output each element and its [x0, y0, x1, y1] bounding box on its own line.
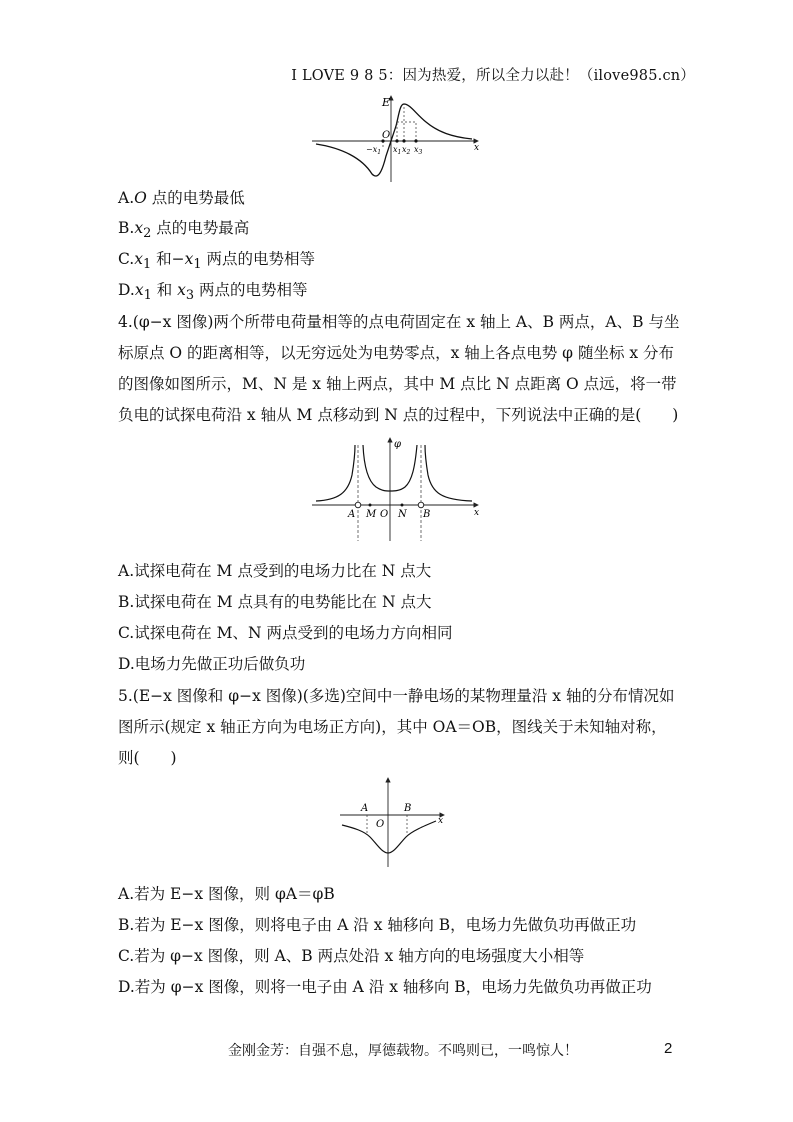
page-footer: 金刚金芳：自强不息，厚德载物。不鸣则已，一鸣惊人！ — [228, 1043, 578, 1059]
charge-a — [355, 502, 361, 508]
q4-option-d[interactable]: D.电场力先做正功后做负功 — [118, 655, 306, 673]
point-n — [401, 504, 404, 507]
e-label: E — [382, 96, 391, 109]
phi-curve-right — [425, 445, 472, 501]
q5-option-a[interactable]: A.若为 E−x 图像，则 φA＝φB — [118, 885, 335, 903]
phi-label: φ — [394, 439, 402, 450]
symmetric-curve — [342, 821, 436, 853]
page-header: I LOVE 9 8 5：因为热爱，所以全力以赴！（ilove985.cn） — [291, 68, 695, 84]
neg-x1-label: −x — [366, 145, 378, 154]
svg-text:x3: $x_3$ — [414, 145, 423, 156]
charge-b — [418, 502, 424, 508]
q3-option-c[interactable]: $C.x_1$ 和$-x_1$ 两点的电势相等 — [118, 250, 316, 273]
x-label: x — [438, 816, 444, 826]
label-n: N — [398, 509, 407, 520]
phi-curve-left — [316, 445, 355, 501]
x2-label: x — [402, 145, 407, 154]
q3-option-a[interactable]: A.O 点的电势最低 — [118, 189, 245, 207]
q4-text-line: 负电的试探电荷沿 x 轴从 M 点移动到 N 点的过程中，下列说法中正确的是( ) — [118, 406, 679, 424]
q5-option-b[interactable]: B.若为 E−x 图像，则将电子由 A 沿 x 轴移向 B，电场力先做负功再做正功 — [118, 916, 637, 934]
q4-option-b[interactable]: B.试探电荷在 M 点具有的电势能比在 N 点大 — [118, 593, 432, 611]
point-m — [369, 504, 372, 507]
point — [395, 139, 398, 142]
label-m: M — [366, 509, 377, 520]
x1-label: x — [393, 145, 398, 154]
q4-text-line: 4.(φ−x 图像)两个所带电荷量相等的点电荷固定在 x 轴上 A、B 两点，A、B 与坐 — [118, 313, 680, 331]
point — [414, 139, 417, 142]
q5-text-line: 图所示(规定 x 轴正方向为电场正方向)，其中 OA＝OB，图线关于未知轴对称， — [118, 718, 667, 736]
figure-e-x-graph — [312, 92, 484, 184]
x-label: x — [474, 508, 480, 518]
x3-label: x — [414, 145, 419, 154]
point — [402, 139, 405, 142]
q4-option-a[interactable]: A.试探电荷在 M 点受到的电场力比在 N 点大 — [118, 562, 432, 580]
label-b: B — [404, 803, 412, 814]
q5-text-line: 则( ) — [118, 749, 177, 767]
q4-option-c[interactable]: C.试探电荷在 M、N 两点受到的电场力方向相同 — [118, 624, 453, 642]
figure-phi-x-graph — [312, 435, 484, 547]
figure-symmetric-graph — [338, 775, 450, 870]
q5-text-line: 5.(E−x 图像和 φ−x 图像)(多选)空间中一静电场的某物理量沿 x 轴的分布情况如 — [118, 687, 675, 705]
page-number: 2 — [664, 1040, 673, 1057]
svg-text:x1: $x_1$ — [393, 145, 402, 156]
q3-option-b[interactable]: $B.x_2$ 点的电势最高 — [118, 219, 250, 242]
label-a: A — [348, 509, 356, 520]
q3-option-d[interactable]: $D.x_1$ 和 $x_3$ 两点的电势相等 — [118, 281, 308, 304]
origin-label: O — [382, 130, 391, 141]
label-b: B — [423, 509, 431, 520]
e-curve — [316, 104, 472, 176]
label-o: O — [380, 509, 389, 520]
label-o: O — [376, 819, 385, 830]
q4-text-line: 标原点 O 的距离相等，以无穷远处为电势零点，x 轴上各点电势 φ 随坐标 x 分布 — [118, 344, 675, 362]
x-label: x — [474, 143, 480, 153]
svg-text:−x1: $-x_1$ — [366, 145, 382, 156]
q5-option-c[interactable]: C.若为 φ−x 图像，则 A、B 两点处沿 x 轴方向的电场强度大小相等 — [118, 947, 585, 965]
label-a: A — [361, 803, 369, 814]
q5-option-d[interactable]: D.若为 φ−x 图像，则将一电子由 A 沿 x 轴移向 B，电场力先做负功再做正功 — [118, 978, 652, 996]
q4-text-line: 的图像如图所示，M、N 是 x 轴上两点，其中 M 点比 N 点距离 O 点远，将一带 — [118, 375, 677, 393]
svg-text:x2: $x_2$ — [402, 145, 411, 156]
